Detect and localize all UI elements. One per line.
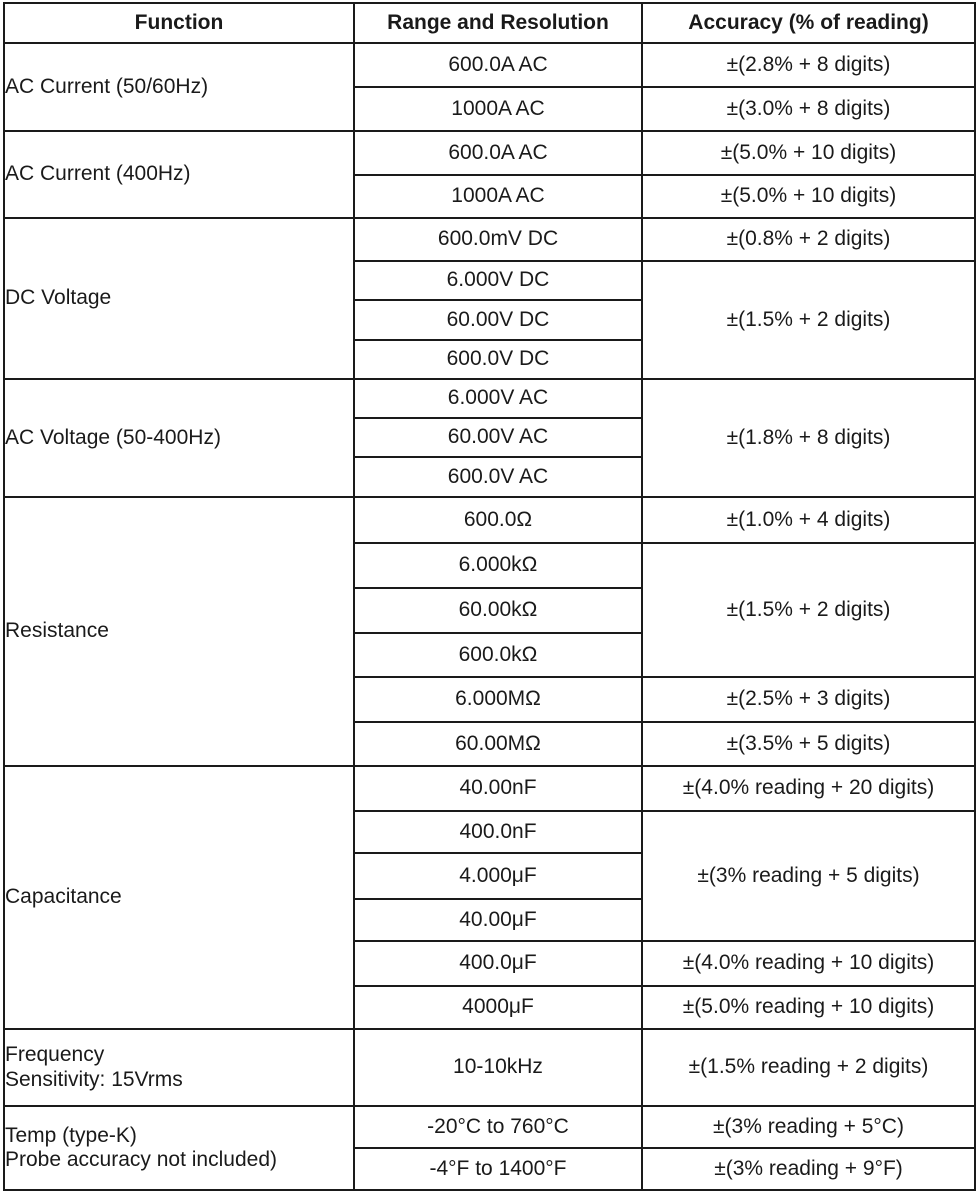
function-cell (4, 43, 354, 131)
accuracy-cell: ±(5.0% reading + 10 digits) (642, 986, 975, 1029)
function-cell (4, 497, 354, 766)
function-cell (4, 379, 354, 497)
range-cell: 600.0A AC (354, 43, 642, 87)
accuracy-cell: ±(2.8% + 8 digits) (642, 43, 975, 87)
function-cell (4, 131, 354, 218)
function-label: AC Current (50/60Hz) (5, 74, 209, 98)
range-cell: -4°F to 1400°F (354, 1148, 642, 1190)
function-label: Resistance (5, 619, 109, 643)
range-cell: 60.00V AC (354, 418, 642, 457)
function-label: AC Current (400Hz) (5, 162, 191, 186)
function-label: Capacitance (5, 885, 122, 909)
table-row (4, 218, 975, 261)
spec-body (4, 43, 975, 1190)
table-row (4, 43, 975, 87)
accuracy-cell: ±(4.0% reading + 20 digits) (642, 766, 975, 811)
range-cell: 6.000V AC (354, 379, 642, 418)
accuracy-cell: ±(3% reading + 5 digits) (642, 811, 975, 941)
accuracy-cell: ±(1.5% reading + 2 digits) (642, 1029, 975, 1106)
function-label: DC Voltage (5, 286, 112, 310)
range-cell: 600.0mV DC (354, 218, 642, 261)
accuracy-cell: ±(1.0% + 4 digits) (642, 497, 975, 543)
function-label: Probe accuracy not included) (5, 1148, 277, 1171)
function-label: Temp (type-K) (5, 1123, 137, 1147)
accuracy-cell: ±(3.5% + 5 digits) (642, 722, 975, 766)
accuracy-cell: ±(5.0% + 10 digits) (642, 131, 975, 175)
accuracy-cell: ±(3% reading + 5°C) (642, 1106, 975, 1148)
range-cell: 600.0V AC (354, 457, 642, 497)
range-cell: 600.0V DC (354, 340, 642, 379)
function-cell (4, 218, 354, 379)
range-cell: 400.0μF (354, 941, 642, 986)
accuracy-cell: ±(2.5% + 3 digits) (642, 677, 975, 722)
table-row (4, 379, 975, 418)
range-cell: 400.0nF (354, 811, 642, 853)
function-label: Sensitivity: 15Vrms (5, 1067, 183, 1091)
table-row (4, 1106, 975, 1148)
table-row (4, 131, 975, 175)
header-row (4, 3, 975, 43)
range-cell: 6.000kΩ (354, 543, 642, 588)
function-cell (4, 1029, 354, 1106)
accuracy-cell: ±(1.8% + 8 digits) (642, 379, 975, 497)
header-function: Function (4, 3, 354, 43)
range-cell: 60.00V DC (354, 300, 642, 340)
range-cell: 10-10kHz (354, 1029, 642, 1106)
range-cell: 1000A AC (354, 87, 642, 131)
accuracy-cell: ±(3% reading + 9°F) (642, 1148, 975, 1190)
range-cell: 600.0kΩ (354, 633, 642, 677)
range-cell: -20°C to 760°C (354, 1106, 642, 1148)
function-label: AC Voltage (50-400Hz) (5, 425, 221, 449)
header-accuracy: Accuracy (% of reading) (642, 3, 975, 43)
accuracy-cell: ±(3.0% + 8 digits) (642, 87, 975, 131)
table-row (4, 766, 975, 811)
function-cell (4, 766, 354, 1029)
table-row (4, 1029, 975, 1106)
range-cell: 1000A AC (354, 175, 642, 218)
range-cell: 60.00kΩ (354, 588, 642, 633)
function-label: Frequency (5, 1043, 105, 1067)
range-cell: 40.00nF (354, 766, 642, 811)
function-cell (4, 1106, 354, 1190)
range-cell: 4.000μF (354, 853, 642, 899)
table-row (4, 497, 975, 543)
range-cell: 60.00MΩ (354, 722, 642, 766)
accuracy-cell: ±(5.0% + 10 digits) (642, 175, 975, 218)
range-cell: 600.0Ω (354, 497, 642, 543)
header-range: Range and Resolution (354, 3, 642, 43)
range-cell: 600.0A AC (354, 131, 642, 175)
spec-table (3, 2, 976, 1191)
range-cell: 6.000MΩ (354, 677, 642, 722)
accuracy-cell: ±(0.8% + 2 digits) (642, 218, 975, 261)
range-cell: 6.000V DC (354, 261, 642, 300)
accuracy-cell: ±(1.5% + 2 digits) (642, 543, 975, 677)
accuracy-cell: ±(1.5% + 2 digits) (642, 261, 975, 379)
accuracy-cell: ±(4.0% reading + 10 digits) (642, 941, 975, 986)
range-cell: 4000μF (354, 986, 642, 1029)
range-cell: 40.00μF (354, 899, 642, 941)
